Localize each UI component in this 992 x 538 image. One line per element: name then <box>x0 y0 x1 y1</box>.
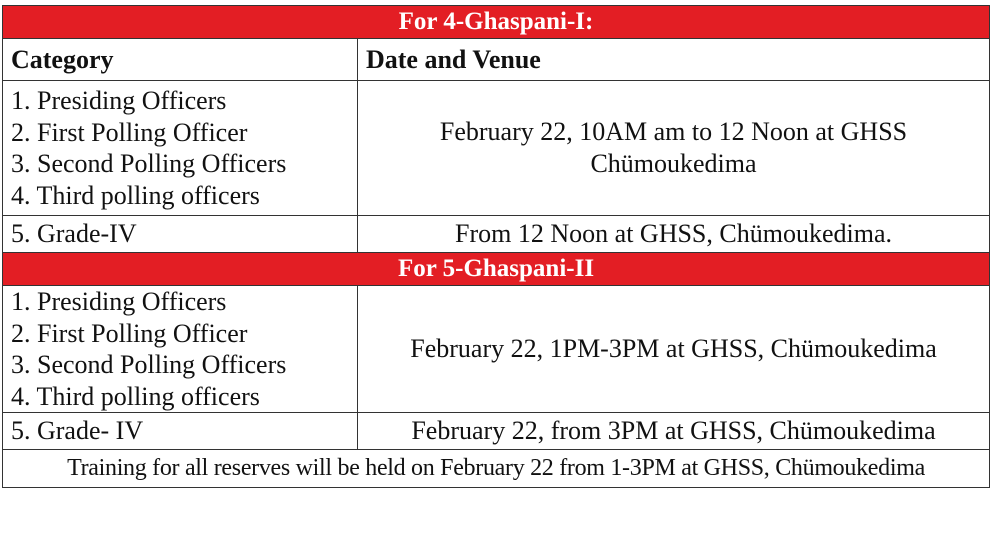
section-band-ghaspani-2 <box>3 253 990 286</box>
footer-note: Training for all reserves will be held on February 22 from 1-3PM at GHSS, Chümoukedima <box>3 450 990 488</box>
list-item: 3. Second Polling Officers <box>11 149 287 178</box>
list-item: 4. Third polling officers <box>11 180 260 210</box>
category-cell <box>3 81 358 216</box>
category-cell <box>3 286 358 413</box>
table-row <box>3 413 990 450</box>
category-cell: 5. Grade-IV <box>3 216 358 253</box>
section-title: For 5-Ghaspani-II <box>3 253 990 286</box>
list-item: 2. First Polling Officer <box>11 117 248 147</box>
footer-row <box>3 450 990 488</box>
section-title: For 4-Ghaspani-I: <box>3 6 990 39</box>
section-band-ghaspani-1 <box>3 6 990 39</box>
list-item: 1. Presiding Officers <box>11 86 227 115</box>
category-cell: 5. Grade- IV <box>3 413 358 450</box>
venue-cell: February 22, 1PM-3PM at GHSS, Chümoukedima <box>358 286 990 413</box>
venue-line: Chümoukedima <box>590 149 757 178</box>
table-row <box>3 81 990 216</box>
table-row <box>3 286 990 413</box>
column-header-category: Category <box>3 39 358 81</box>
list-item: 2. First Polling Officer <box>11 318 248 348</box>
venue-cell: February 22, from 3PM at GHSS, Chümoukedima <box>358 413 990 450</box>
venue-line: February 22, 10AM am to 12 Noon at GHSS <box>439 117 908 146</box>
training-schedule-table <box>2 5 990 488</box>
venue-cell: From 12 Noon at GHSS, Chümoukedima. <box>358 216 990 253</box>
category-list <box>11 286 349 412</box>
header-row <box>3 39 990 81</box>
list-item: 4. Third polling officers <box>11 381 260 411</box>
category-list <box>11 85 349 211</box>
column-header-date-venue: Date and Venue <box>358 39 990 81</box>
list-item: 3. Second Polling Officers <box>11 350 287 379</box>
venue-cell <box>358 81 990 216</box>
list-item: 1. Presiding Officers <box>11 287 227 316</box>
table-row <box>3 216 990 253</box>
